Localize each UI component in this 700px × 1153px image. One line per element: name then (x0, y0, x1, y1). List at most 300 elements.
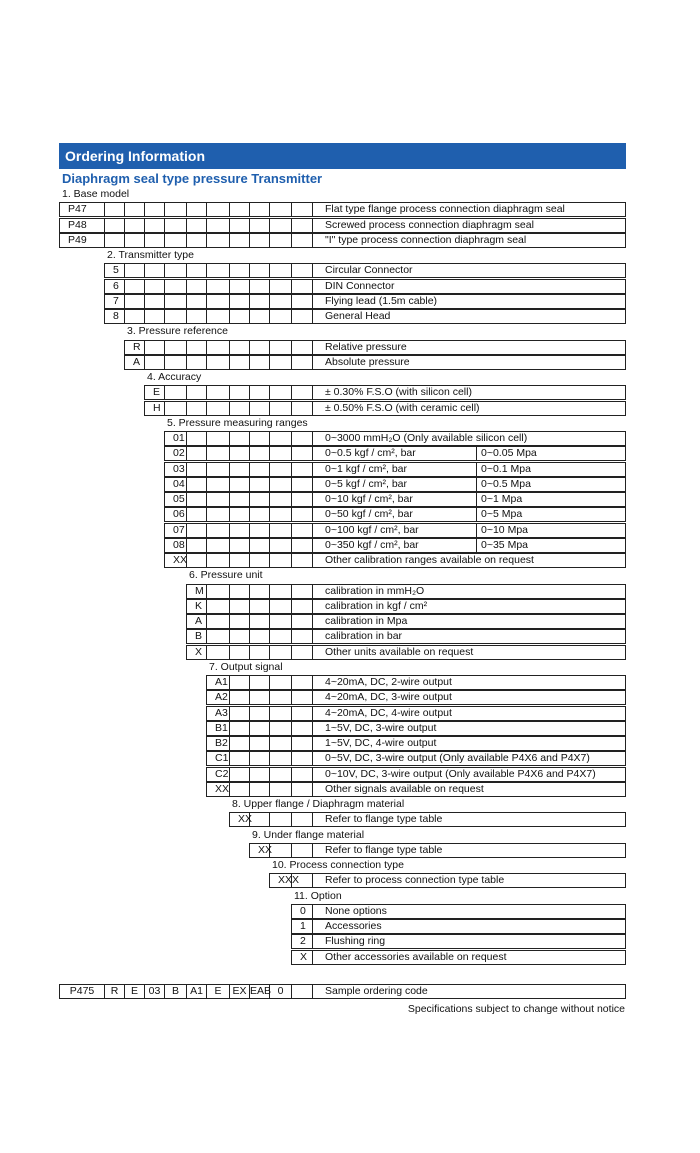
option-code: 04 (165, 478, 187, 491)
empty-cell (270, 402, 292, 415)
empty-cell (270, 813, 292, 826)
empty-cell (270, 539, 292, 552)
option-description: 1~5V, DC, 3-wire output (325, 721, 437, 734)
empty-cell (230, 493, 250, 506)
empty-cell (292, 310, 313, 323)
option-code: H (145, 402, 165, 415)
sample-code-cell: A1 (187, 985, 207, 998)
option-description: 0~1 kgf / cm², bar (325, 462, 407, 475)
column-divider (476, 478, 477, 491)
option-description: 4~20mA, DC, 3-wire output (325, 691, 452, 704)
section-label: 1. Base model (62, 188, 130, 200)
option-description: 4~20mA, DC, 4-wire output (325, 706, 452, 719)
option-description: 0~10V, DC, 3-wire output (Only available P4X6 and P4X7) (325, 767, 596, 780)
empty-cell (250, 691, 270, 704)
empty-cell (250, 386, 270, 399)
empty-cell (165, 341, 187, 354)
empty-cell (270, 219, 292, 232)
option-description: 0~0.5 kgf / cm², bar (325, 447, 416, 460)
empty-cell (250, 630, 270, 643)
option-row (186, 645, 626, 660)
option-row (124, 355, 626, 370)
option-description: Other units available on request (325, 645, 474, 658)
empty-cell (270, 600, 292, 613)
empty-cell (250, 524, 270, 537)
option-row (124, 340, 626, 355)
option-row (164, 523, 626, 538)
option-code: X (292, 951, 313, 964)
empty-cell (165, 264, 187, 277)
option-row (59, 202, 626, 217)
sample-code-row (59, 984, 626, 999)
option-code: B (187, 630, 207, 643)
option-row (186, 584, 626, 599)
column-divider (476, 508, 477, 521)
empty-cell (230, 737, 250, 750)
option-description: None options (325, 904, 387, 917)
empty-cell (292, 985, 313, 998)
option-code: 1 (292, 920, 313, 933)
section-label: 2. Transmitter type (107, 249, 194, 261)
option-description: Flushing ring (325, 935, 386, 948)
option-code: 01 (165, 432, 187, 445)
empty-cell (207, 234, 230, 247)
empty-cell (292, 539, 313, 552)
empty-cell (270, 646, 292, 659)
empty-cell (250, 463, 270, 476)
empty-cell (230, 707, 250, 720)
empty-cell (230, 463, 250, 476)
option-description: 0~5 kgf / cm², bar (325, 477, 407, 490)
empty-cell (187, 219, 207, 232)
empty-cell (187, 280, 207, 293)
empty-cell (250, 402, 270, 415)
sample-code-cell: P475 (60, 985, 105, 998)
empty-cell (292, 752, 313, 765)
section-label: 10. Process connection type (272, 859, 404, 871)
empty-cell (292, 813, 313, 826)
empty-cell (230, 295, 250, 308)
empty-cell (230, 768, 250, 781)
empty-cell (292, 554, 313, 567)
sample-code-cell: 0 (270, 985, 292, 998)
option-code: 07 (165, 524, 187, 537)
empty-cell (207, 203, 230, 216)
option-code: X (187, 646, 207, 659)
option-row (206, 782, 626, 797)
empty-cell (230, 447, 250, 460)
empty-cell (230, 630, 250, 643)
empty-cell (187, 341, 207, 354)
empty-cell (292, 478, 313, 491)
option-row (229, 812, 626, 827)
section-label: 7. Output signal (209, 660, 283, 673)
option-description-mpa: 0~0.5 Mpa (481, 477, 531, 490)
option-description: Relative pressure (325, 340, 407, 353)
empty-cell (250, 432, 270, 445)
option-description: Screwed process connection diaphragm seal (325, 218, 534, 231)
option-row (144, 401, 626, 416)
column-divider (476, 524, 477, 537)
option-row (164, 477, 626, 492)
empty-cell (165, 234, 187, 247)
option-description: Refer to process connection type table (325, 874, 505, 887)
section-label: 4. Accuracy (147, 371, 202, 383)
empty-cell (230, 310, 250, 323)
empty-cell (187, 356, 207, 369)
empty-cell (230, 508, 250, 521)
empty-cell (187, 508, 207, 521)
option-code: R (125, 341, 145, 354)
option-row (291, 904, 626, 919)
empty-cell (207, 356, 230, 369)
empty-cell (230, 752, 250, 765)
option-description-mpa: 0~0.05 Mpa (481, 447, 537, 460)
option-code: M (187, 585, 207, 598)
option-code: 5 (105, 264, 125, 277)
empty-cell (270, 203, 292, 216)
empty-cell (125, 310, 145, 323)
empty-cell (250, 478, 270, 491)
option-description: calibration in bar (325, 630, 403, 643)
option-code: C1 (207, 752, 230, 765)
option-row (59, 233, 626, 248)
empty-cell (292, 264, 313, 277)
empty-cell (230, 783, 250, 796)
empty-cell (230, 203, 250, 216)
option-row (59, 218, 626, 233)
option-row (291, 919, 626, 934)
empty-cell (250, 219, 270, 232)
empty-cell (207, 539, 230, 552)
empty-cell (270, 264, 292, 277)
empty-cell (292, 585, 313, 598)
option-code: C2 (207, 768, 230, 781)
empty-cell (207, 219, 230, 232)
empty-cell (270, 524, 292, 537)
empty-cell (145, 234, 165, 247)
empty-cell (250, 646, 270, 659)
option-row (206, 751, 626, 766)
empty-cell (292, 295, 313, 308)
empty-cell (187, 447, 207, 460)
empty-cell (292, 219, 313, 232)
option-description: 0~50 kgf / cm², bar (325, 508, 413, 521)
empty-cell (270, 432, 292, 445)
column-divider (476, 463, 477, 476)
option-description: "I" type process connection diaphragm seal (325, 233, 527, 246)
option-row (206, 690, 626, 705)
option-description: 4~20mA, DC, 2-wire output (325, 676, 452, 688)
empty-cell (165, 280, 187, 293)
section-label: 3. Pressure reference (127, 325, 228, 338)
empty-cell (187, 310, 207, 323)
empty-cell (250, 737, 270, 750)
empty-cell (250, 722, 270, 735)
empty-cell (250, 585, 270, 598)
option-description: 0~100 kgf / cm², bar (325, 523, 419, 536)
empty-cell (270, 356, 292, 369)
footnote: Specifications subject to change without notice (407, 1003, 625, 1015)
empty-cell (187, 539, 207, 552)
option-row (164, 538, 626, 553)
empty-cell (270, 615, 292, 628)
empty-cell (292, 447, 313, 460)
option-description-mpa: 0~35 Mpa (481, 538, 528, 551)
option-description: 1~5V, DC, 4-wire output (325, 737, 437, 749)
empty-cell (292, 508, 313, 521)
empty-cell (165, 219, 187, 232)
option-code: 2 (292, 935, 313, 948)
option-code: B1 (207, 722, 230, 735)
option-description: Flying lead (1.5m cable) (325, 294, 438, 307)
empty-cell (270, 493, 292, 506)
option-description: Accessories (325, 920, 382, 932)
option-code: XX (250, 844, 270, 857)
option-description: Other signals available on request (325, 782, 484, 795)
empty-cell (105, 234, 125, 247)
option-description-mpa: 0~0.1 Mpa (481, 462, 531, 475)
empty-cell (207, 478, 230, 491)
option-row (164, 462, 626, 477)
empty-cell (270, 295, 292, 308)
empty-cell (250, 341, 270, 354)
option-row (206, 706, 626, 721)
column-divider (476, 493, 477, 506)
empty-cell (207, 280, 230, 293)
option-code: XX (165, 554, 187, 567)
empty-cell (250, 707, 270, 720)
empty-cell (207, 386, 230, 399)
empty-cell (292, 493, 313, 506)
empty-cell (230, 524, 250, 537)
empty-cell (250, 203, 270, 216)
section-banner: Ordering Information (59, 143, 626, 169)
empty-cell (270, 463, 292, 476)
empty-cell (207, 630, 230, 643)
option-code: XXX (270, 874, 292, 887)
empty-cell (292, 844, 313, 857)
empty-cell (230, 234, 250, 247)
empty-cell (270, 447, 292, 460)
empty-cell (250, 813, 270, 826)
empty-cell (230, 219, 250, 232)
empty-cell (250, 280, 270, 293)
option-code: A (187, 615, 207, 628)
empty-cell (125, 203, 145, 216)
option-description: Other accessories available on request (325, 950, 507, 963)
empty-cell (250, 539, 270, 552)
empty-cell (207, 432, 230, 445)
option-row (186, 599, 626, 614)
sample-code-cell: R (105, 985, 125, 998)
empty-cell (270, 508, 292, 521)
empty-cell (292, 280, 313, 293)
option-code: A3 (207, 707, 230, 720)
empty-cell (125, 219, 145, 232)
option-row (269, 873, 626, 888)
option-row (104, 263, 626, 278)
option-description: calibration in Mpa (325, 615, 408, 627)
empty-cell (230, 478, 250, 491)
option-code: 08 (165, 539, 187, 552)
empty-cell (230, 264, 250, 277)
option-code: 6 (105, 280, 125, 293)
empty-cell (292, 691, 313, 704)
empty-cell (270, 844, 292, 857)
empty-cell (250, 310, 270, 323)
empty-cell (270, 768, 292, 781)
empty-cell (292, 341, 313, 354)
empty-cell (187, 402, 207, 415)
empty-cell (207, 615, 230, 628)
option-row (164, 492, 626, 507)
option-description: ± 0.30% F.S.O (with silicon cell) (325, 386, 472, 399)
empty-cell (230, 722, 250, 735)
option-code: A1 (207, 676, 230, 689)
empty-cell (270, 707, 292, 720)
empty-cell (270, 554, 292, 567)
empty-cell (125, 280, 145, 293)
empty-cell (270, 585, 292, 598)
option-code: A (125, 356, 145, 369)
empty-cell (292, 386, 313, 399)
product-title: Diaphragm seal type pressure Transmitter (62, 171, 323, 186)
option-row (291, 950, 626, 965)
empty-cell (207, 264, 230, 277)
sample-code-cell: B (165, 985, 187, 998)
empty-cell (230, 676, 250, 689)
empty-cell (207, 646, 230, 659)
empty-cell (292, 707, 313, 720)
empty-cell (207, 508, 230, 521)
empty-cell (250, 447, 270, 460)
option-row (206, 675, 626, 690)
empty-cell (292, 463, 313, 476)
empty-cell (207, 447, 230, 460)
option-row (164, 431, 626, 446)
option-row (164, 446, 626, 461)
option-description: DIN Connector (325, 279, 395, 292)
option-description: calibration in mmH₂O (325, 584, 425, 597)
empty-cell (250, 783, 270, 796)
empty-cell (270, 783, 292, 796)
option-code: 02 (165, 447, 187, 460)
sample-description: Sample ordering code (325, 985, 428, 997)
sample-code-cell: EX (230, 985, 250, 998)
empty-cell (292, 203, 313, 216)
empty-cell (292, 768, 313, 781)
empty-cell (187, 386, 207, 399)
option-row (104, 294, 626, 309)
option-description-mpa: 0~5 Mpa (481, 508, 523, 521)
option-description: calibration in kgf / cm² (325, 599, 428, 612)
empty-cell (207, 295, 230, 308)
option-row (144, 385, 626, 400)
empty-cell (165, 203, 187, 216)
option-description: 0~3000 mmH₂O (Only available silicon cell) (325, 432, 528, 444)
column-divider (476, 539, 477, 552)
option-row (186, 629, 626, 644)
empty-cell (207, 493, 230, 506)
option-description: Circular Connector (325, 264, 413, 277)
empty-cell (292, 676, 313, 689)
empty-cell (145, 280, 165, 293)
option-row (104, 309, 626, 324)
option-code: E (145, 386, 165, 399)
option-description: Flat type flange process connection diaphragm seal (325, 203, 565, 216)
empty-cell (145, 295, 165, 308)
empty-cell (292, 234, 313, 247)
option-description: Absolute pressure (325, 355, 410, 368)
option-row (186, 614, 626, 629)
sample-code-cell: EAB (250, 985, 272, 997)
empty-cell (270, 752, 292, 765)
option-description-mpa: 0~10 Mpa (481, 523, 528, 536)
option-code: P49 (60, 234, 105, 247)
empty-cell (105, 219, 125, 232)
empty-cell (187, 524, 207, 537)
option-row (249, 843, 626, 858)
empty-cell (250, 508, 270, 521)
option-description-mpa: 0~1 Mpa (481, 493, 523, 505)
empty-cell (270, 478, 292, 491)
empty-cell (165, 402, 187, 415)
empty-cell (292, 524, 313, 537)
empty-cell (165, 356, 187, 369)
sample-code-cell: 03 (145, 985, 165, 998)
empty-cell (270, 676, 292, 689)
option-code: 0 (292, 905, 313, 918)
option-code: 03 (165, 463, 187, 476)
empty-cell (250, 676, 270, 689)
empty-cell (292, 874, 313, 887)
empty-cell (250, 264, 270, 277)
empty-cell (145, 310, 165, 323)
empty-cell (270, 691, 292, 704)
option-code: 7 (105, 295, 125, 308)
empty-cell (270, 630, 292, 643)
empty-cell (207, 341, 230, 354)
empty-cell (250, 752, 270, 765)
empty-cell (230, 615, 250, 628)
empty-cell (270, 341, 292, 354)
empty-cell (187, 432, 207, 445)
empty-cell (292, 737, 313, 750)
empty-cell (230, 554, 250, 567)
option-description: 0~5V, DC, 3-wire output (Only available P4X6 and P4X7) (325, 752, 590, 765)
section-label: 9. Under flange material (252, 828, 365, 841)
empty-cell (145, 203, 165, 216)
section-label: 8. Upper flange / Diaphragm material (232, 798, 405, 810)
empty-cell (230, 585, 250, 598)
empty-cell (292, 600, 313, 613)
empty-cell (292, 646, 313, 659)
empty-cell (230, 539, 250, 552)
empty-cell (250, 356, 270, 369)
empty-cell (292, 402, 313, 415)
empty-cell (105, 203, 125, 216)
empty-cell (125, 234, 145, 247)
option-code: 05 (165, 493, 187, 506)
empty-cell (187, 264, 207, 277)
empty-cell (165, 295, 187, 308)
empty-cell (230, 646, 250, 659)
empty-cell (207, 524, 230, 537)
option-description: General Head (325, 310, 391, 322)
option-row (104, 279, 626, 294)
empty-cell (250, 615, 270, 628)
